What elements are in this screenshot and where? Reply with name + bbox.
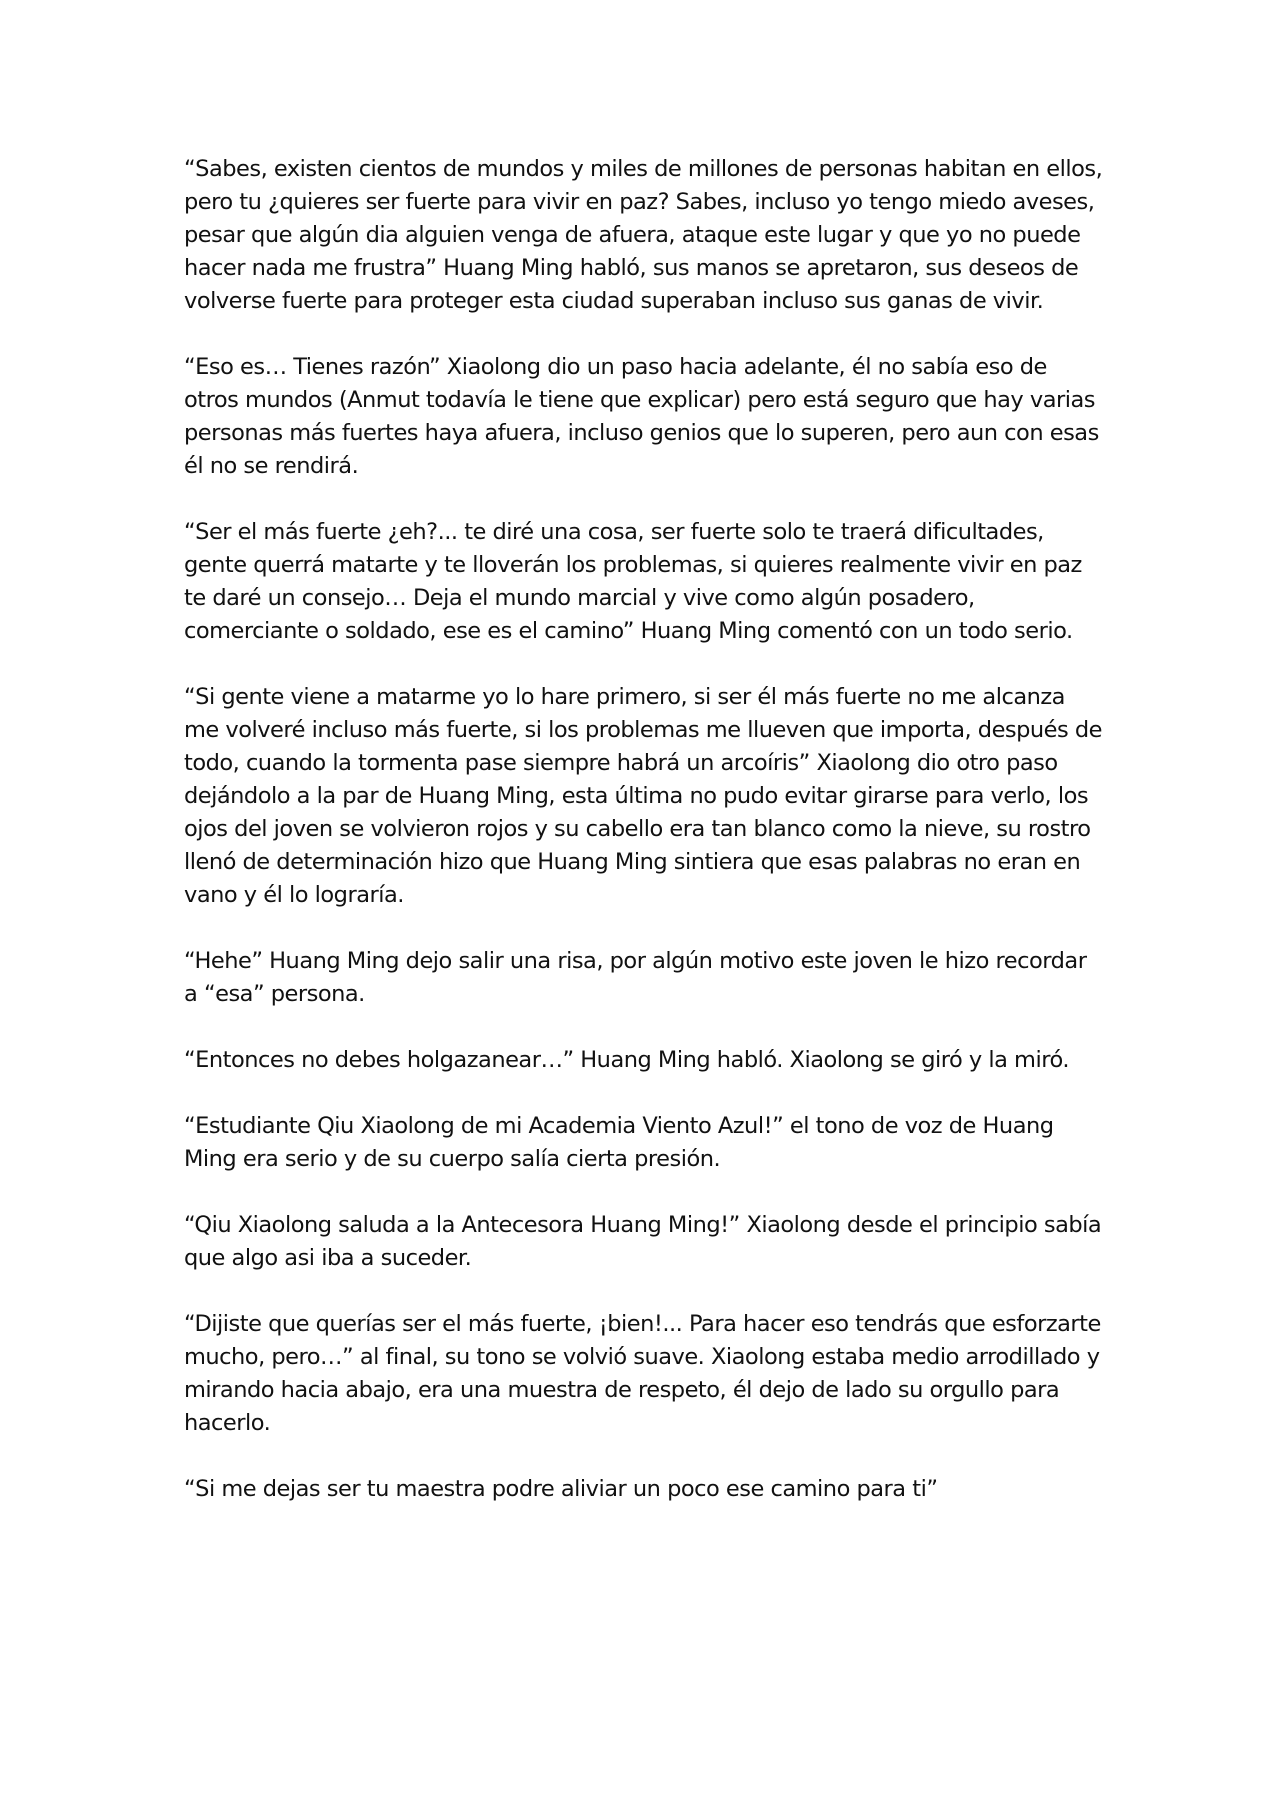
paragraph-3: “Ser el más fuerte ¿eh?... te diré una cosa, ser fuerte solo te traerá dificultades, gente querrá matarte y te lloverán los problemas, si quieres realmente vivir en paz te daré un consejo… Deja el mundo marcial y vive como algún posadero, comerciante o soldado, ese es el camino” Huang Ming comentó con un todo serio. — [184, 519, 1082, 644]
paragraph-8: “Qiu Xiaolong saluda a la Antecesora Huang Ming!” Xiaolong desde el principio sabía que algo asi iba a suceder. — [184, 1212, 1102, 1271]
paragraph-6: “Entonces no debes holgazanear…” Huang Ming habló. Xiaolong se giró y la miró. — [184, 1047, 1070, 1073]
paragraph-2: “Eso es… Tienes razón” Xiaolong dio un paso hacia adelante, él no sabía eso de otros mundos (Anmut todavía le tiene que explicar) pero está seguro que hay varias personas más fuertes haya afuera, incluso genios que lo superen, pero aun con esas él no se rendirá. — [184, 354, 1099, 479]
paragraph-9: “Dijiste que querías ser el más fuerte, ¡bien!... Para hacer eso tendrás que esforzarte mucho, pero…” al final, su tono se volvió suave. Xiaolong estaba medio arrodillado y mirando hacia abajo, era una muestra de respeto, él dejo de lado su orgullo para hacerlo. — [184, 1311, 1101, 1436]
paragraph-10: “Si me dejas ser tu maestra podre aliviar un poco ese camino para ti” — [184, 1476, 938, 1502]
body-text — [184, 153, 1104, 1539]
paragraph-7: “Estudiante Qiu Xiaolong de mi Academia Viento Azul!” el tono de voz de Huang Ming era serio y de su cuerpo salía cierta presión. — [184, 1113, 1054, 1172]
paragraph-4: “Si gente viene a matarme yo lo hare primero, si ser él más fuerte no me alcanza me volveré incluso más fuerte, si los problemas me llueven que importa, después de todo, cuando la tormenta pase siempre habrá un arcoíris” Xiaolong dio otro paso dejándolo a la par de Huang Ming, esta última no pudo evitar girarse para verlo, los ojos del joven se volvieron rojos y su cabello era tan blanco como la nieve, su rostro llenó de determinación hizo que Huang Ming sintiera que esas palabras no eran en vano y él lo lograría. — [184, 684, 1103, 908]
paragraph-5: “Hehe” Huang Ming dejo salir una risa, por algún motivo este joven le hizo recordar a “esa” persona. — [184, 948, 1087, 1007]
paragraph-1: “Sabes, existen cientos de mundos y miles de millones de personas habitan en ellos, pero tu ¿quieres ser fuerte para vivir en paz? Sabes, incluso yo tengo miedo aveses, pesar que algún dia alguien venga de afuera, ataque este lugar y que yo no puede hacer nada me frustra” Huang Ming habló, sus manos se apretaron, sus deseos de volverse fuerte para proteger esta ciudad superaban incluso sus ganas de vivir. — [184, 156, 1103, 314]
